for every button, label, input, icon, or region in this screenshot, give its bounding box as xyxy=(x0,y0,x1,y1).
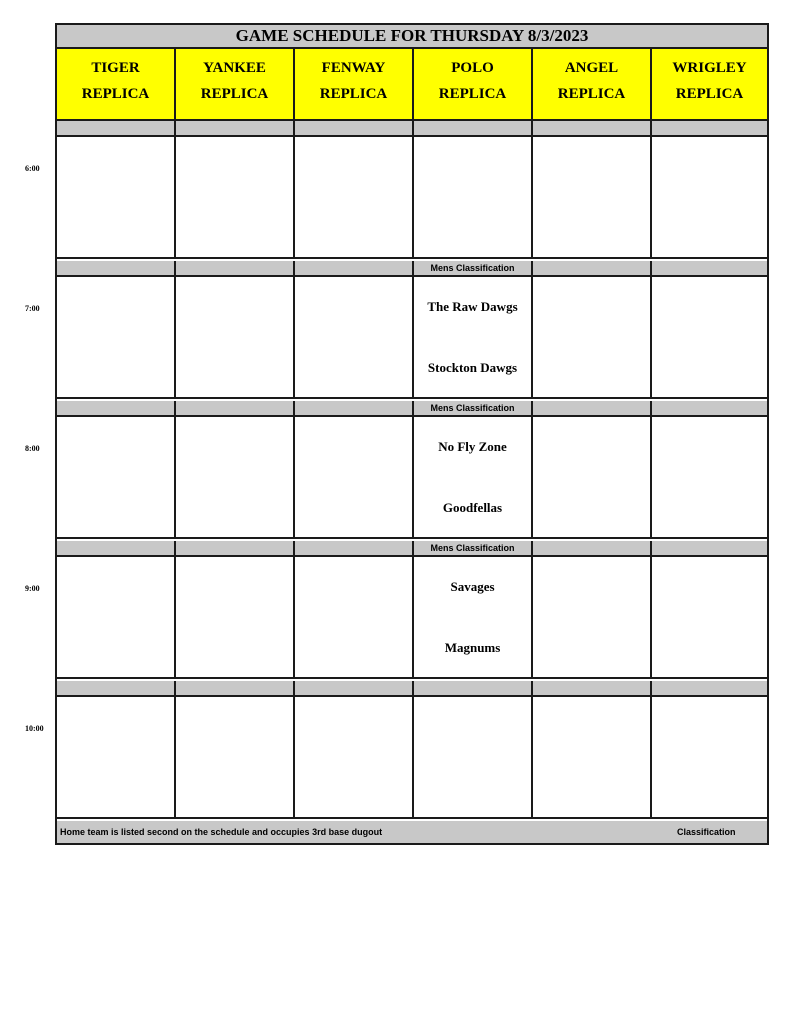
footer-classification-label: Classification xyxy=(677,827,736,837)
classification-band xyxy=(295,261,414,277)
field-name: WRIGLEY xyxy=(672,60,747,76)
game-slot xyxy=(414,557,533,679)
game-slot xyxy=(176,697,295,819)
field-sub: REPLICA xyxy=(200,86,269,102)
field-name: YANKEE xyxy=(203,60,266,76)
classification-band xyxy=(652,261,767,277)
field-sub: REPLICA xyxy=(81,86,150,102)
game-slot xyxy=(652,417,767,539)
game-slot xyxy=(414,277,533,399)
home-team: Magnums xyxy=(444,640,501,655)
game-slot xyxy=(57,557,176,679)
classification-band xyxy=(295,681,414,697)
field-name: POLO xyxy=(451,60,494,76)
game-slot xyxy=(414,697,533,819)
game-slot xyxy=(652,557,767,679)
field-name: FENWAY xyxy=(321,60,386,76)
game-slot xyxy=(533,697,652,819)
classification-band xyxy=(57,261,176,277)
game-slot xyxy=(652,137,767,259)
game-slot xyxy=(295,697,414,819)
classification-band: Mens Classification xyxy=(414,541,533,557)
classification-band xyxy=(176,261,295,277)
away-team: No Fly Zone xyxy=(438,439,507,454)
classification-band xyxy=(176,121,295,137)
game-slot xyxy=(652,697,767,819)
game-slot xyxy=(57,697,176,819)
time-label-7: 7:00 xyxy=(25,304,40,313)
classification-band xyxy=(533,541,652,557)
away-team: The Raw Dawgs xyxy=(427,299,518,314)
classification-band xyxy=(652,541,767,557)
game-slot xyxy=(57,417,176,539)
game-slot xyxy=(176,417,295,539)
game-slot xyxy=(295,417,414,539)
game-slot xyxy=(295,557,414,679)
classification-band xyxy=(295,541,414,557)
game-slot xyxy=(652,277,767,399)
game-slot xyxy=(533,277,652,399)
home-team: Goodfellas xyxy=(442,500,503,515)
game-slot xyxy=(57,277,176,399)
field-sub: REPLICA xyxy=(319,86,388,102)
time-label-9: 9:00 xyxy=(25,584,40,593)
game-slot xyxy=(176,277,295,399)
game-slot xyxy=(533,417,652,539)
game-slot xyxy=(533,137,652,259)
game-slot xyxy=(176,137,295,259)
classification-band xyxy=(652,121,767,137)
game-slot xyxy=(533,557,652,679)
classification-band xyxy=(533,121,652,137)
field-header-polo xyxy=(414,49,533,121)
classification-band xyxy=(57,401,176,417)
schedule-title: GAME SCHEDULE FOR THURSDAY 8/3/2023 xyxy=(57,25,767,49)
time-label-6: 6:00 xyxy=(25,164,40,173)
classification-band xyxy=(652,401,767,417)
game-slot xyxy=(414,417,533,539)
game-slot xyxy=(295,137,414,259)
time-label-10: 10:00 xyxy=(25,724,44,733)
field-sub: REPLICA xyxy=(438,86,507,102)
classification-band xyxy=(652,681,767,697)
game-slot xyxy=(57,137,176,259)
home-team: Stockton Dawgs xyxy=(427,360,518,375)
classification-band xyxy=(295,121,414,137)
field-header-wrigley xyxy=(652,49,767,121)
schedule-footer xyxy=(57,821,767,843)
classification-band: Mens Classification xyxy=(414,261,533,277)
field-name: ANGEL xyxy=(564,60,619,76)
field-header-fenway xyxy=(295,49,414,121)
footer-note: Home team is listed second on the schedule and occupies 3rd base dugout xyxy=(60,827,383,837)
classification-band xyxy=(414,681,533,697)
classification-band xyxy=(533,681,652,697)
time-label-8: 8:00 xyxy=(25,444,40,453)
field-name: TIGER xyxy=(91,60,140,76)
field-sub: REPLICA xyxy=(675,86,744,102)
classification-band xyxy=(57,681,176,697)
classification-band xyxy=(533,261,652,277)
classification-band xyxy=(57,541,176,557)
classification-band xyxy=(176,541,295,557)
game-slot xyxy=(295,277,414,399)
classification-band xyxy=(533,401,652,417)
game-slot xyxy=(176,557,295,679)
field-sub: REPLICA xyxy=(557,86,626,102)
away-team: Savages xyxy=(450,579,495,594)
game-slot xyxy=(414,137,533,259)
classification-band xyxy=(176,401,295,417)
classification-band xyxy=(57,121,176,137)
field-header-tiger xyxy=(57,49,176,121)
field-header-yankee xyxy=(176,49,295,121)
classification-band xyxy=(414,121,533,137)
classification-band xyxy=(176,681,295,697)
classification-band xyxy=(295,401,414,417)
schedule-table xyxy=(55,23,769,845)
classification-band: Mens Classification xyxy=(414,401,533,417)
field-header-angel xyxy=(533,49,652,121)
